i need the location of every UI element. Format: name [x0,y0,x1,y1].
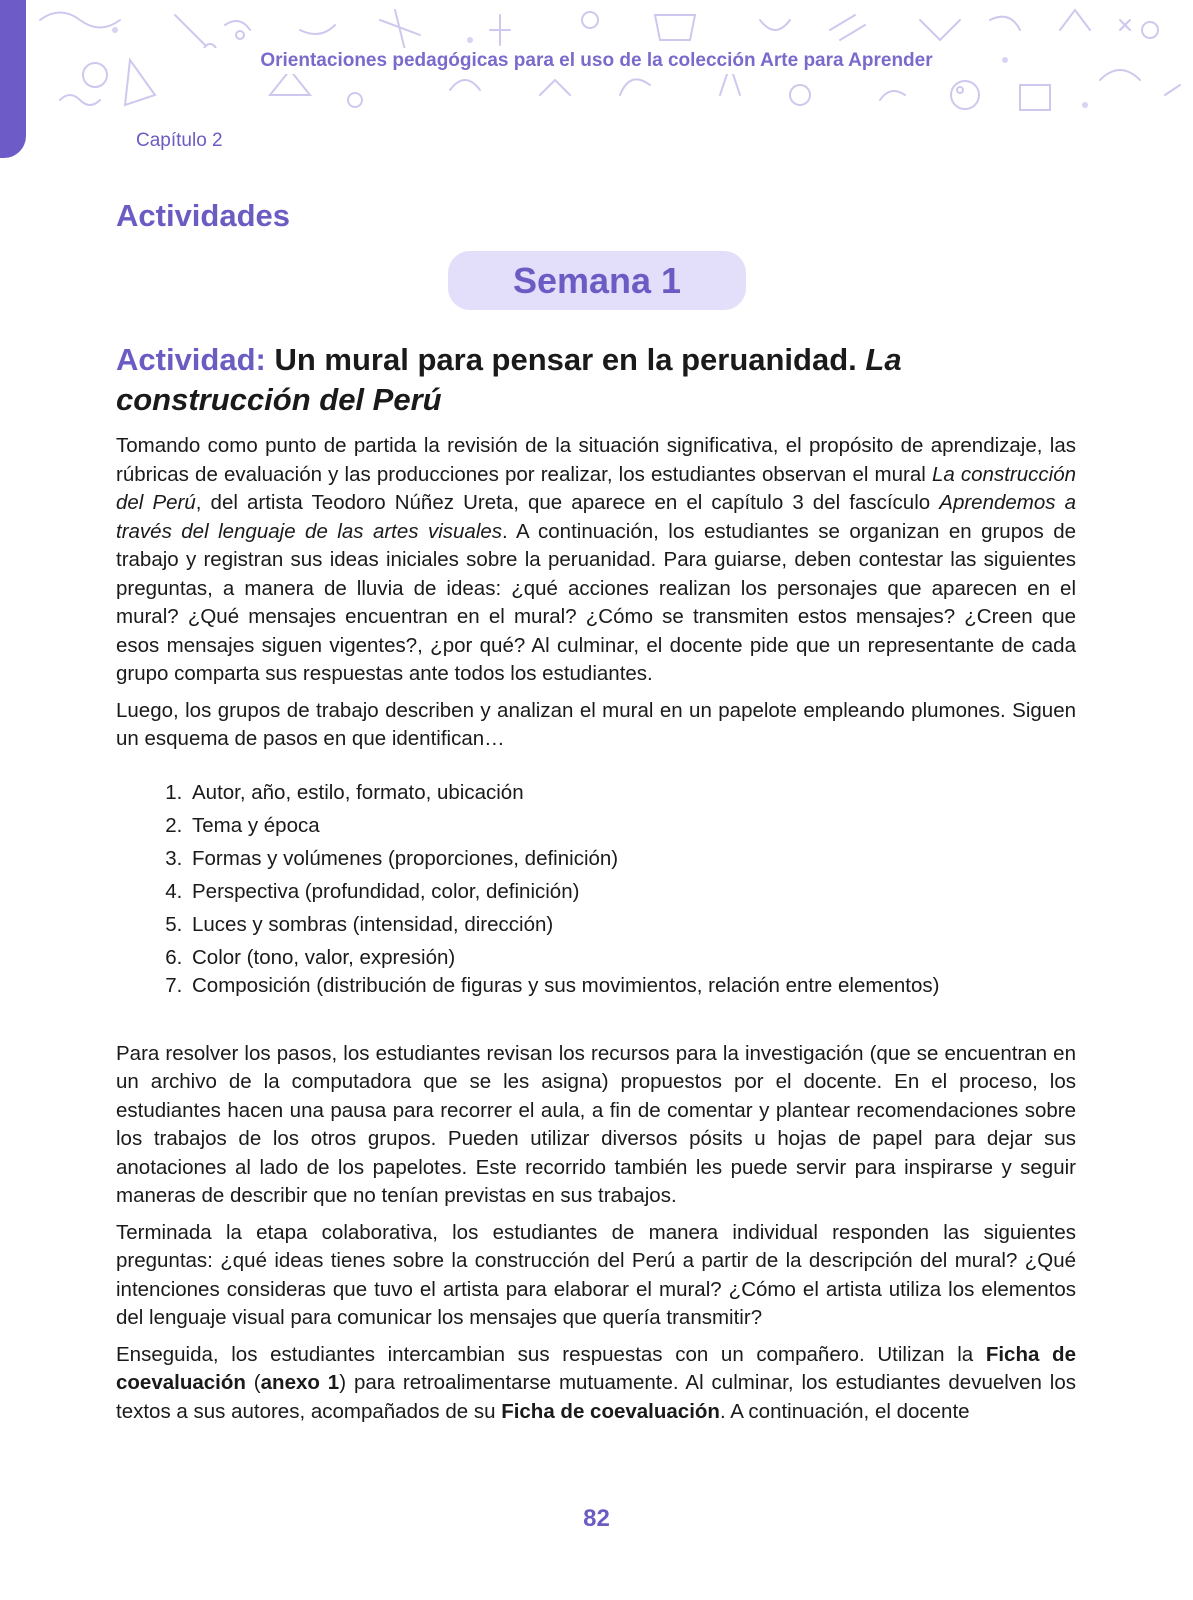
paragraph-intro [116,432,1076,689]
section-title: Actividades [116,198,291,233]
steps-list [116,776,1076,998]
list-item: 7. Composición (distribución de figuras y sus movimientos, relación entre elementos) [188,974,1076,998]
activity-body [116,432,1076,1434]
text-span: . A continuación, los estudiantes se organizan en grupos de trabajo y registran sus ideas iniciales sobre la peruanidad. Para guiarse, deben contestar las siguientes preguntas, a manera de lluvia de ideas: ¿qué acciones realizan los personajes que aparecen en el mural? ¿Qué mensajes encuentran en el mural? ¿Cómo se transmiten estos mensajes? ¿Creen que esos mensajes siguen vigentes?, ¿por qué? Al culminar, el docente pide que un representante de cada grupo comparta sus respuestas ante todos los estudiantes. [116,519,1076,685]
activity-title-main: Un mural para pensar en la peruanidad. [274,342,857,377]
chapter-label: Capítulo 2 [136,130,223,151]
list-item: 6. Color (tono, valor, expresión) [188,941,1076,974]
page-number: 82 [583,1505,610,1532]
text-span: , del artista Teodoro Núñez Ureta, que aparece en el capítulo 3 del fascículo [195,491,940,514]
bold-term: anexo 1 [260,1371,340,1394]
list-item: 3. Formas y volúmenes (proporciones, definición) [188,842,1076,875]
list-item: 2. Tema y época [188,809,1076,842]
paragraph-individual: Terminada la etapa colaborativa, los estudiantes de manera individual responden las siguientes preguntas: ¿qué ideas tienes sobre la construcción del Perú a partir de la descripción del mural? ¿Qué intenciones consideras que tuvo el artista para elaborar el mural? ¿Cómo el artista utiliza los elementos del lenguaje visual para comunicar los mensajes que quería transmitir? [116,1220,1076,1329]
list-item: 4. Perspectiva (profundidad, color, definición) [188,875,1076,908]
activity-title [116,340,1076,420]
paragraph-resources: Para resolver los pasos, los estudiantes revisan los recursos para la investigación (que se encuentran en un archivo de la computadora que se les asigna) propuestos por el docente. En el proceso, los estudiantes hacen una pausa para recorrer el aula, a fin de comentar y plantear recomendaciones sobre los trabajos de los otros grupos. Pueden utilizar diversos pósits u hojas de papel para dejar sus anotaciones al lado de los papelotes. Este recorrido también les puede servir para inspirarse y seguir maneras de describir que no tenían previstas en sus trabajos. [116,1041,1076,1207]
fascicle-title: Aprendemos a través del lenguaje de las artes visuales [116,491,1076,543]
text-span: ) para retroalimentarse mutuamente. Al culminar, los estudiantes devuelven los textos a sus autores, acompañados de su [116,1371,1076,1423]
bold-term: Ficha de coevaluación [501,1399,720,1423]
text-span: . A continuación, el docente [719,1399,970,1423]
list-item: 1. Autor, año, estilo, formato, ubicación [188,776,1076,809]
text-span: Tomando como punto de partida la revisión de la situación significativa, el propósito de aprendizaje, las rúbricas de evaluación y las producciones por realizar, los estudiantes observan el mural [116,434,1076,486]
week-badge: Semana 1 [448,251,746,310]
text-span: Enseguida, los estudiantes intercambian sus respuestas con un compañero. Utilizan la [116,1342,986,1366]
activity-prefix: Actividad: [116,342,266,377]
text-span: ( [245,1371,261,1394]
list-item: 5. Luces y sombras (intensidad, dirección) [188,908,1076,941]
header-title: Orientaciones pedagógicas para el uso de la colección Arte para Aprender [200,48,993,74]
mural-title: La construcción del Perú [116,462,1076,514]
chapter-side-tab [0,0,26,158]
bold-term: Ficha de coevaluación [116,1342,1076,1394]
paragraph-steps-intro: Luego, los grupos de trabajo describen y analizan el mural en un papelote empleando plumones. Siguen un esquema de pasos en que identifican… [116,698,1076,750]
activity-title-italic: La construcción del Perú [116,342,902,417]
paragraph-coevaluation [116,1341,1076,1427]
